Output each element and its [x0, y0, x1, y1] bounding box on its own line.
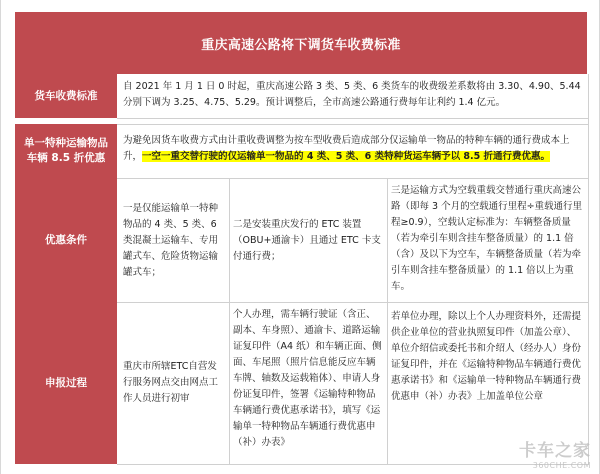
grid-line — [387, 178, 388, 464]
grid-line — [588, 74, 589, 464]
process-step-1: 重庆市所辖ETC自营发行服务网点交由网点工作人员进行初审 — [123, 361, 219, 404]
special-discount-text — [119, 130, 589, 176]
watermark-url: 360CHE.COM — [532, 461, 591, 470]
label-fee-standard: 货车收费标准 — [15, 74, 117, 118]
grid-line — [229, 178, 230, 464]
grid-line — [117, 118, 589, 119]
label-process: 申报过程 — [15, 302, 117, 464]
process-step-2: 个人办理，需车辆行驶证（含正、副本、车身照）、通渝卡、道路运输证复印件（A4 纸）和车辆正面、侧面、车尾照（照片信息能反应车辆车牌、轴数及运载箱体）、申请人身份证复印件，签署《运输特种物品车辆通行费优惠承诺书》，填写《运输单一特种物品车辆通行费优惠申（补）办表》 — [233, 309, 382, 448]
grid-line — [117, 124, 589, 125]
grid-line — [117, 302, 589, 303]
page-title: 重庆高速公路将下调货车收费标准 — [15, 12, 587, 74]
condition-3: 三是运输方式为空载重载交替通行重庆高速公路（即每 3 个月的空载通行里程÷重载通行里程≥0.9），空载认定标准为：车辆整备质量（若为牵引车则含挂车整备质量）的 1.1 倍（含）及以下为空车，车辆整备质量（若为牵引车则含挂车整备质量）的 1.1 倍以上为重车。 — [391, 185, 583, 292]
label-special-discount-line2: 车辆 8.5 折优惠 — [26, 152, 106, 164]
condition-2: 二是安装重庆发行的 ETC 装置（OBU+通渝卡）且通过 ETC 卡支付通行费； — [233, 219, 381, 262]
condition-1: 一是仅能运输单一特种物品的 4 类、5 类、6 类混凝土运输车、专用罐式车、危险货物运输罐式车； — [123, 203, 219, 278]
grid-line — [117, 178, 589, 179]
label-conditions: 优惠条件 — [15, 178, 117, 302]
fee-standard-text: 自 2021 年 1 月 1 日 0 时起，重庆高速公路 3 类、5 类、6 类货车的收费级差系数将由 3.30、4.90、5.44 分别下调为 3.25、4.75、5.29。预计调整后，全市高速公路通行费每年让利约 1.4 亿元。 — [123, 81, 581, 108]
label-special-discount-line1: 单一特种运输物品 — [24, 137, 108, 149]
watermark — [519, 436, 591, 470]
watermark-brand: 卡车之家 — [519, 441, 591, 461]
special-discount-intro: 为避免因货车收费方式由计重收费调整为按车型收费后造成部分仅运输单一物品的特种车辆的通行费成本上升， — [123, 135, 570, 162]
process-step-3: 若单位办理，除以上个人办理资料外，还需提供企业单位的营业执照复印件（加盖公章）、单位介绍信或委托书和介绍人（经办人）身份证复印件，并在《运输特种物品车辆通行费优惠承诺书》和《运输单一特种物品车辆通行费优惠申（补）办表》上加盖单位公章 — [391, 311, 582, 402]
special-discount-highlight: 一空一重交替行驶的仅运输单一物品的 4 类、5 类、6 类特种货运车辆予以 8.5 折通行费优惠。 — [142, 151, 551, 162]
label-special-discount — [15, 124, 117, 178]
